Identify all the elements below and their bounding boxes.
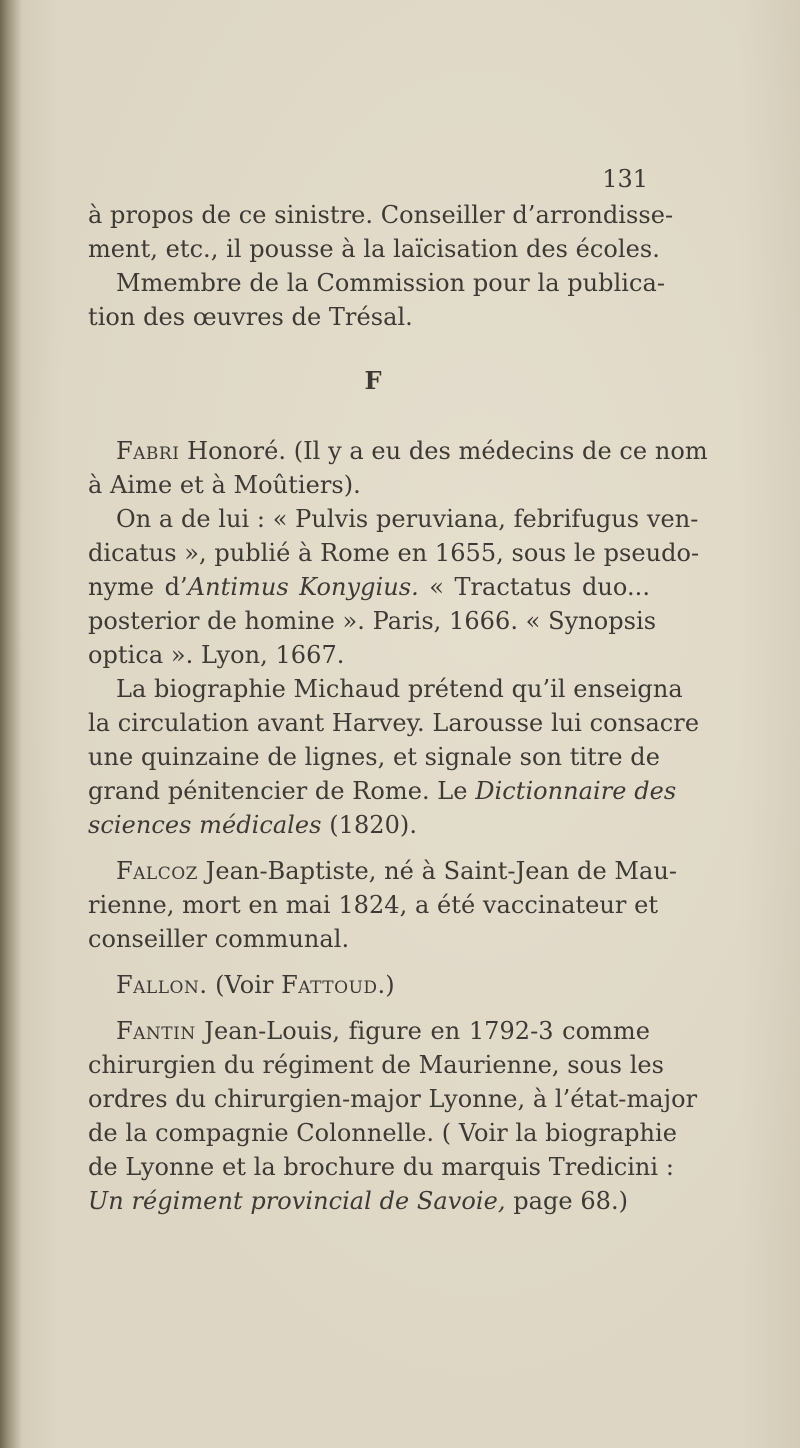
entry-name: Fantin [116,1017,196,1045]
paragraph-commission [88,266,666,334]
page-body [88,198,708,1218]
text-line: Fantin Jean-Louis, figure en 1792-3 comme [116,1017,650,1045]
entry-spacer [88,842,650,854]
text-line: Fallon. (Voir Fattoud.) [116,971,395,999]
text-line: chirurgien du régiment de Maurienne, sous les [88,1051,665,1079]
text-line: grand pénitencier de Rome. Le Dictionnaire des [88,777,677,805]
page-number: 131 [602,165,648,193]
text-line: On a de lui : « Pulvis peruviana, febrifugus ven- [116,505,699,533]
italic-title: sciences médicales [88,811,322,839]
entry-fantin [88,1014,698,1218]
text-line: Fabri Honoré. (Il y a eu des médecins de ce nom [116,437,708,465]
text-line: dicatus », publié à Rome en 1655, sous le pseudo- [88,539,700,567]
text-line: à propos de ce sinistre. Conseiller d’arrondisse- [88,201,674,229]
entry-falcoz [88,854,678,956]
italic-title: Dictionnaire des [475,777,677,805]
text-line: de la compagnie Colonnelle. ( Voir la biographie [88,1119,678,1147]
italic-title: Un régiment provincial de Savoie, [88,1187,506,1215]
entry-name: Fabri [116,437,180,465]
text-line: de Lyonne et la brochure du marquis Tredicini : [88,1153,674,1181]
text-line: sciences médicales (1820). [88,811,417,839]
italic-title: Antimus Konygius. [187,573,419,601]
text-line: tion des œuvres de Trésal. [88,303,413,331]
entry-fabri [88,434,708,842]
text-line: Falcoz Jean-Baptiste, né à Saint-Jean de Mau- [116,857,678,885]
book-spine-shadow [0,0,22,1448]
entry-spacer [88,1002,650,1014]
entry-name: Fallon. [116,971,208,999]
cross-reference: Fattoud [281,971,378,999]
section-heading-letter: F [364,366,382,395]
text-line: une quinzaine de lignes, et signale son titre de [88,743,660,771]
text-line: Mmembre de la Commission pour la publica- [116,269,666,297]
entry-spacer [88,956,650,968]
text-line: posterior de homine ». Paris, 1666. « Synopsis [88,607,657,635]
text-line: à Aime et à Moûtiers). [88,471,361,499]
paragraph-trésal-continuation [88,198,674,266]
text-line: Un régiment provincial de Savoie, page 68.) [88,1187,629,1215]
text-line: ment, etc., il pousse à la laïcisation des écoles. [88,235,660,263]
text-line: rienne, mort en mai 1824, a été vaccinateur et [88,891,659,919]
text-line: conseiller communal. [88,925,350,953]
text-line: La biographie Michaud prétend qu’il enseigna [116,675,683,703]
entry-name: Falcoz [116,857,198,885]
entry-fallon [88,968,650,1002]
text-line: ordres du chirurgien-major Lyonne, à l’état-major [88,1085,698,1113]
text-line: nyme d’Antimus Konygius. « Tractatus duo... [88,573,651,601]
text-line: la circulation avant Harvey. Larousse lui consacre [88,709,700,737]
text-line: optica ». Lyon, 1667. [88,641,345,669]
